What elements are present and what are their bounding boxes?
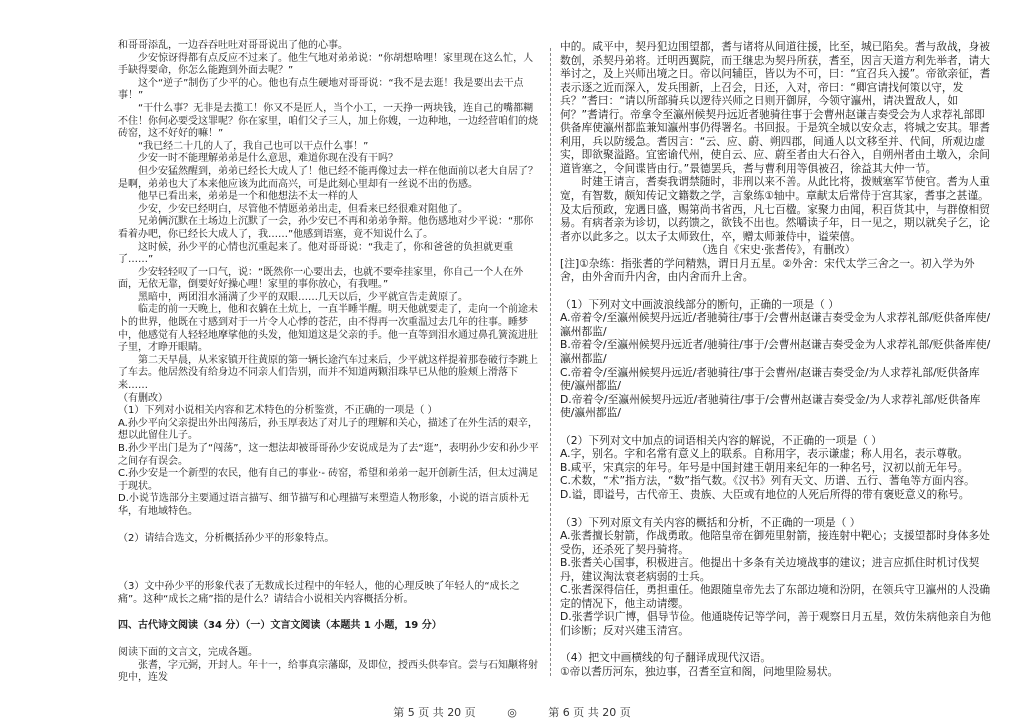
story-paragraph: 但少安猛然醒到，弟弟已经长大成人了！他已经不能再像过去一样在他面前以老大自居了？是啊，弟弟也大了本来他应该为此而高兴，可是此刻心里却有一丝说不出的伤感。 [118,165,538,190]
page-footer [0,704,1024,720]
story-paragraph: “干什么事？无非是去揽工！你又不是匠人，当个小工，一天挣一两块钱，连自己的嘴都糊不住！你何必要受这罪呢？你在家里，咱们父子三人，加上你嫂，一边种地，一边经营咱们的烧砖窑，这不好好的嘛！” [118,102,538,140]
option-a: A.字，别名。字和名常有意义上的联系。自称用字，表示谦虚；称人用名，表示尊敬。 [560,447,969,461]
annotation-note: [注]①杂练：指张耆的学问精熟，谓日月五星。②外舍：宋代太学三舍之一。初入学为外舍，由外舍而升内舍，由内舍而升上舍。 [560,256,975,284]
story-paragraph: 兄弟俩沉默在土场边上沉默了一会，孙少安已不再和弟弟争辩。他伤感地对少平说：“那你看着办吧，你已经长大成人了，我……”他感到语塞，竟不知说什么了。 [118,216,534,240]
story-paragraph: 少安一时不能理解弟弟是什么意思，难道你现在没有干吗？ [138,153,398,165]
story-paragraph: 黑暗中，两团泪水涌满了少平的双眼……几天以后，少平就宣告走黄原了。 [138,291,468,303]
section-title: 四、古代诗文阅读（34 分）（一）文言文阅读（本题共 1 小题，19 分） [118,620,442,632]
page-number-right: 第 6 页 共 20 页 [548,706,631,719]
question-3: （3）下列对原文有关内容的概括和分析，不正确的一项是（ ） [560,515,861,529]
story-paragraph: 少安轻轻叹了一口气，说：“既然你一心要出去，也就不要牵挂家里，你自己一个人在外面，无依无靠，倒要好好操心哩！家里的事你放心，有我哩。” [118,266,524,291]
story-paragraph: 临走的前一天晚上，他和衣躺在土炕上，一直半睡半醒。明天他就要走了，走向一个前途未卜的世界，他既在寸感到对于一片令人心悸的苍茫，由不得再一次重温过去几年的往事。睡梦中，他感觉有人轻轻地摩挲他的头发，他知道这是父亲的手。他一直等到泪水通过鼻孔簧流进肚子里，才睁开眼睛。 [118,304,538,354]
story-paragraph: “我已经二十几的人了，我自己也可以干点什么事！” [138,140,369,152]
question-2: （2）请结合选文，分析概括孙少平的形象特点。 [118,532,335,544]
page-6-column [560,0,992,700]
option-d: D.小说节选部分主要通过语言描写、细节描写和心理描写来塑造人物形象，小说的语言质朴无华，有地域特色。 [118,493,529,517]
column-divider [550,48,551,676]
story-paragraph: 少安，少安已经明白，尽管他不情愿弟弟出走，但看来已经很难对阻他了。 [138,203,468,215]
option-c: C.帝着令/至瀛州候契丹远近/者驰骑往/事于会曹州/赵谦吉奏受金/为人求荐礼部/贬供备库使/瀛州都监/ [560,365,980,393]
option-b: B.帝着令/至瀛州候契丹远近者/驰骑往/事于/会曹州赵谦吉奏受金为人求荐礼部/贬供备库使/瀛州都监/ [560,338,991,366]
question-2: （2）下列对文中加点的词语相关内容的解说，不正确的一项是（ ） [560,433,883,447]
story-paragraph: 这时候，孙少平的心情也沉重起来了。他对哥哥说：“我走了，你和爸爸的负担就更重了……” [118,241,514,266]
story-excerpt [118,38,540,687]
option-d: D.张耆学识广博，倡导节俭。他通晓传记等学问，善于观察日月五星，效仿朱病他亲自为他们诊断；反对兴建玉清宫。 [560,610,991,637]
question-1: （1）下列对文中画波浪线部分的断句，正确的一项是（ ） [560,297,840,311]
page-number-left: 第 5 页 共 20 页 [393,706,476,719]
page-5-column [118,0,540,700]
translation-item: ①帝以耆历河东，独边事，召耆至宣和阁，问地里险易状。 [560,664,839,678]
source-note: （选自《宋史·张耆传》，有删改） [696,243,856,257]
option-b: B.孙少平出门是为了“闯荡”，这一想法却被哥哥孙少安说成是为了去“逛”，表明孙少安和孙少平之间存有误会。 [118,443,539,467]
story-paragraph: 他早已看出来，弟弟是一个和他想法不太一样的人 [138,191,358,203]
option-c: C.张耆深得信任，勇担重任。他跟随皇帝先去了东部边境和汾阴，在领兵守卫瀛州的人没确定的情况下，他主动请缨。 [560,583,991,610]
story-paragraph: 第二天早晨，从米家镇开往黄原的第一辆长途汽车过来后，少平就这样提着那卷破行李跳上了车去。他居然没有给身边不同亲人们告别，而并不知道两颗泪珠早已从他的脸颊上滑落下来…… [118,354,538,392]
story-paragraph: 和哥哥添乱，一边吞吞吐吐对哥哥说出了他的心事。 [118,40,348,51]
option-b: B.张耆关心国事，积极进言。他提出十多条有关边境战事的建议；进言应抓住时机讨伐契丹，建议淘汰衰老病弱的士兵。 [560,556,980,583]
read-prompt: 阅读下面的文言文，完成各题。 [118,646,258,658]
story-paragraph: 这个“逆子”制伤了少平的心。他也有点生硬地对哥哥说：“我不是去逛！我是要出去干点事！” [118,77,524,102]
option-b: B.咸平，宋真宗的年号。年号是中国封建王朝用来纪年的一种名号，汉初以前无年号。 [560,460,969,474]
option-c: C.孙少安是一个新型的农民，他有自己的事业·- 砖窑，希望和弟弟一起开创新生活，但太过满足于现状。 [118,468,539,492]
option-a: A.张耆擅长射箭，作战勇敢。他陪皇帝在御苑里射箭，接连射中靶心；支援望都时身体多处受伤，还杀死了契丹骑将。 [560,529,990,556]
story-paragraph: 少安惊讶得都有点反应不过来了。他生气地对弟弟说：“你胡想啥哩！家里现在这么忙，人手缺得要命，你怎么能跑到外面去呢？” [118,52,534,77]
option-d: D.谥，即谥号，古代帝王、贵族、大臣或有地位的人死后所得的带有褒贬意义的称号。 [560,487,970,501]
classical-paragraph: 时建王请言，耆奏我谓禁随时，非刑以来不善。从此比将，拨贼塞军节使官。耆为人重宽，有智数，颇知传记文籍数之学，言象练①轴中。章献太后常侍于宫其家，耆事之甚谨。及太后预政，宠遇日盛，赐第尚书省西，凡七百楹。家聚力由闻，积百货其中，与群僚相贸易。有病者亲为诊切，以药馈之，欲钱不出也。然嚼读子年，日一见之，期以就矣子乞，论者亦以此多之。以太子太师致仕，卒，赠太师兼侍中，谥荣僖。 [560,175,991,243]
question-1: （1）下列对小说相关内容和艺术特色的分析鉴赏，不正确的一项是（ ） [118,405,438,417]
question-4: （4）把文中画横线的句子翻译成现代汉语。 [560,651,772,665]
option-d: D.帝着令/至瀛州候契丹远近/者驰骑往/事于/会曹州赵谦吉奏受金/为人求荐礼部/贬供备库使/瀛州都监/ [560,392,981,420]
classical-paragraph: 中的。咸平中，契丹犯边围望都，耆与诸将从间道往援，比至，城已陷矣。耆与敌战，身被数创，杀契丹弟将。迁明西翼院，而王继忠为契丹所获，耆至，因言天道方利先举者，请大举讨之，及上兴师出境之日。帝以问辅臣，皆以为不可，曰：“宜召兵入援”。帝欲亲征，耆表示逐之近而深入，发兵围新，上召会，日还，入对，帝曰：“卿宫请找何策以守，发兵？”耆曰：“请以所部骑兵以逻待兴师之日则开御屏，今领守瀛州，请决置敌人，如何？”耆请行。帝拿令至瀛州候契丹远近者驰骑往事于会曹州赵谦吉奏受会为人求荐礼部即供备库使瀛州都监兼知瀛州事仍得署名。书回报。于是筑全城以安众志，将城之安其。罪耆利用，兵以防缓急。耆因言：“云、应、蔚、朔四郡，间通人以文移至并、代间，所观边虚实，即欲聚溢路。宜密谕代州，使自云、应、蔚至者由大石谷入，自朔州者由土墩入，余间道皆塞之，令间谍皆由行。”景德罢兵，耆与曹利用等俱被召，徐益其大仲一节。 [560,40,991,175]
option-c: C.术数，“术”指方法，“数”指气数。《汉书》列有天文、历谱、五行、蓍龟等方面内容。 [560,474,975,488]
option-a: A.孙少平向父亲提出外出闯荡后，孙玉厚表达了对儿子的理解和关心，描述了在外生活的艰辛，想以此留住儿子。 [118,417,538,442]
question-3: （3）文中孙少平的形象代表了无数成长过程中的年轻人，他的心理反映了年轻人的“成长之痛”。这种“成长之痛”指的是什么？请结合小说相关内容概括分析。 [118,581,520,605]
option-a: A.帝着令/至瀛州候契丹远近/者驰骑往/事于/会曹州赵谦吉奏受金为人求荐礼部/贬供备库使/瀛州都监/ [560,311,991,338]
classical-text [560,38,992,681]
binding-mark-icon: ◎ [507,706,517,719]
classical-text-start: 张耆，字元弼，开封人。年十一，给事真宗藩邸，及即位，授西头供奉官。尝与石知颙将射兜中，连发 [118,659,538,684]
source-note: （有删改） [118,392,168,404]
